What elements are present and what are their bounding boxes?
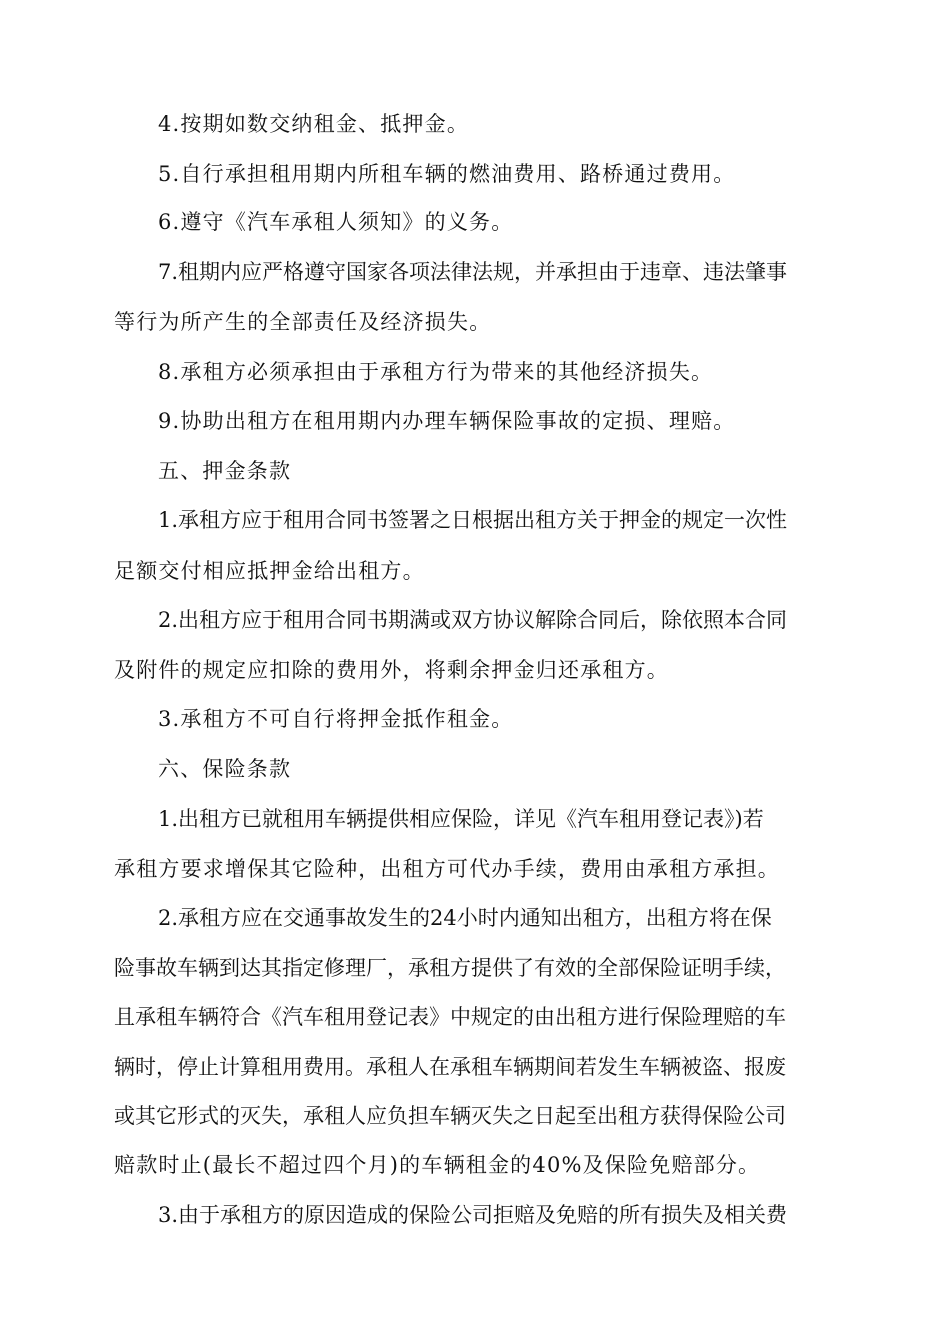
text-line: 2.出租方应于租用合同书期满或双方协议解除合同后，除依照本合同 [158, 608, 788, 632]
text-line: 或其它形式的灭失，承租人应负担车辆灭失之日起至出租方获得保险公司 [114, 1104, 786, 1128]
section-heading: 五、押金条款 [158, 459, 292, 483]
section-heading: 六、保险条款 [158, 757, 292, 781]
text-line: 3.由于承租方的原因造成的保险公司拒赔及免赔的所有损失及相关费 [158, 1203, 788, 1227]
text-line: 足额交付相应抵押金给出租方。 [114, 559, 425, 583]
text-line: 1.承租方应于租用合同书签署之日根据出租方关于押金的规定一次性 [158, 508, 788, 532]
text-line: 5.自行承担租用期内所租车辆的燃油费用、路桥通过费用。 [158, 162, 736, 186]
text-line: 1.出租方已就租用车辆提供相应保险，详见《汽车租用登记表》)若 [158, 807, 764, 831]
text-line: 险事故车辆到达其指定修理厂，承租方提供了有效的全部保险证明手续， [114, 956, 786, 980]
text-line: 9.协助出租方在租用期内办理车辆保险事故的定损、理赔。 [158, 409, 736, 433]
text-line: 及附件的规定应扣除的费用外，将剩余押金归还承租方。 [114, 658, 669, 682]
text-line: 辆时，停止计算租用费用。承租人在承租车辆期间若发生车辆被盗、报废 [114, 1055, 786, 1079]
text-line: 赔款时止(最长不超过四个月)的车辆租金的40%及保险免赔部分。 [114, 1153, 761, 1177]
text-line: 承租方要求增保其它险种，出租方可代办手续，费用由承租方承担。 [114, 857, 780, 881]
text-line: 7.租期内应严格遵守国家各项法律法规，并承担由于违章、违法肇事 [158, 260, 788, 284]
text-line: 4.按期如数交纳租金、抵押金。 [158, 112, 470, 136]
text-line: 等行为所产生的全部责任及经济损失。 [114, 310, 492, 334]
text-line: 2.承租方应在交通事故发生的24小时内通知出租方，出租方将在保 [158, 906, 772, 930]
text-line: 3.承租方不可自行将押金抵作租金。 [158, 707, 514, 731]
text-line: 8.承租方必须承担由于承租方行为带来的其他经济损失。 [158, 360, 714, 384]
text-line: 且承租车辆符合《汽车租用登记表》中规定的由出租方进行保险理赔的车 [114, 1005, 786, 1029]
text-line: 6.遵守《汽车承租人须知》的义务。 [158, 210, 514, 234]
